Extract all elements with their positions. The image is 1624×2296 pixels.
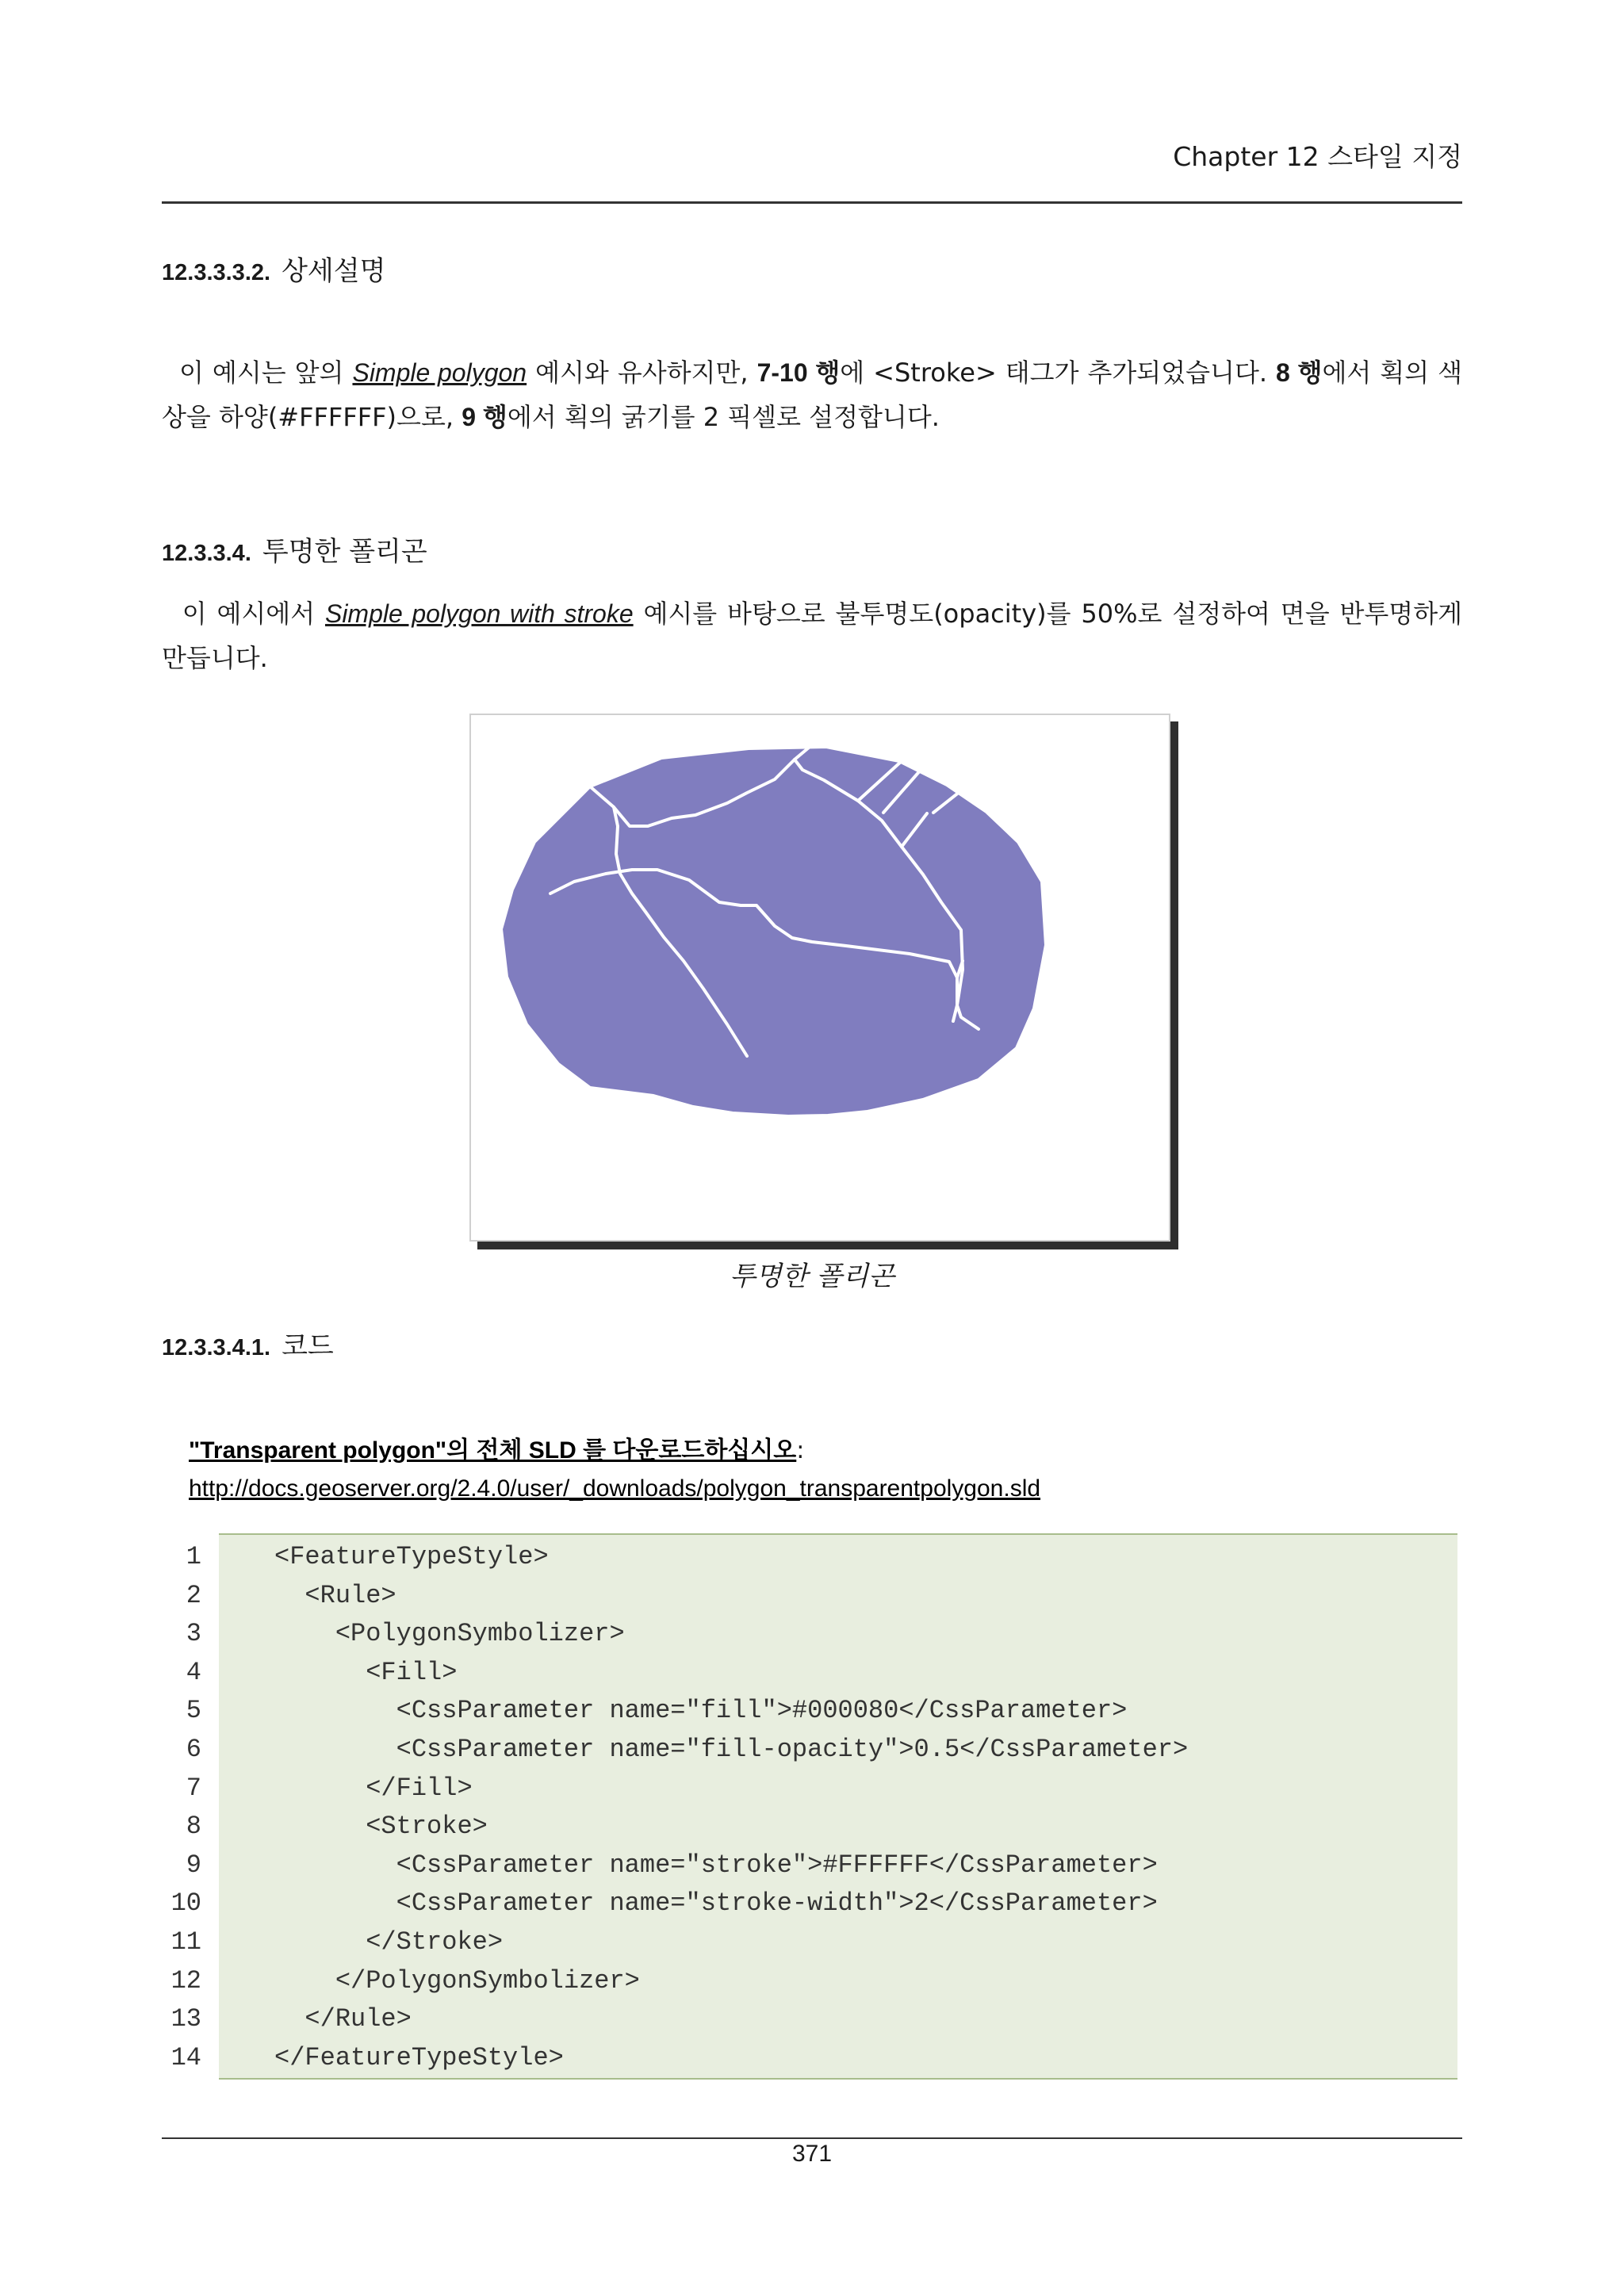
line-number: 7 <box>186 1773 201 1803</box>
page-number: 371 <box>791 2141 833 2167</box>
outer-polygon <box>501 747 1046 1116</box>
line-number: 12 <box>170 1965 201 1996</box>
download-block <box>189 1432 1040 1508</box>
section-heading-transparent <box>162 530 427 568</box>
page-footer-rule <box>162 2137 1462 2139</box>
bold-run: 8 행 <box>1276 358 1323 387</box>
download-link[interactable]: "Transparent polygon"의 전체 SLD 를 다운로드하십시오 <box>189 1437 797 1464</box>
code-text: <FeatureTypeStyle> <box>274 1542 549 1571</box>
simple-polygon-link[interactable]: Simple polygon <box>352 358 527 387</box>
chapter-title: Chapter 12 스타일 지정 <box>1173 141 1462 172</box>
transparent-paragraph <box>162 591 1462 680</box>
code-line <box>162 1731 1462 1770</box>
polygon-map-image <box>471 715 1169 1240</box>
line-number: 6 <box>186 1734 201 1764</box>
text-run: 이 예시는 앞의 <box>179 358 353 388</box>
text-run: 예시와 유사하지만, <box>527 358 757 388</box>
text-run: 에서 획의 굵기를 2 픽셀로 설정합니다. <box>507 402 940 432</box>
code-line <box>162 1846 1462 1885</box>
code-line <box>162 2039 1462 2078</box>
line-number: 5 <box>186 1696 201 1726</box>
code-line <box>162 1615 1462 1654</box>
bold-run: 7-10 행 <box>756 358 841 387</box>
line-number: 10 <box>170 1888 201 1919</box>
download-url-link[interactable]: http://docs.geoserver.org/2.4.0/user/_downloads/polygon_transparentpolygon.sld <box>189 1475 1041 1502</box>
simple-polygon-with-stroke-link[interactable]: Simple polygon with stroke <box>324 599 634 628</box>
line-number: 3 <box>186 1619 201 1649</box>
code-text: </Fill> <box>274 1773 473 1803</box>
line-number: 8 <box>186 1812 201 1842</box>
code-text: <CssParameter name="fill">#000080</CssParameter> <box>274 1696 1128 1726</box>
code-line <box>162 1962 1462 2001</box>
code-line <box>162 1770 1462 1808</box>
line-number: 14 <box>170 2042 201 2072</box>
code-line <box>162 1538 1462 1577</box>
detail-paragraph <box>162 350 1462 439</box>
section-number: 12.3.3.4.1. <box>162 1335 271 1360</box>
code-text: </Stroke> <box>274 1927 504 1957</box>
line-number: 11 <box>170 1927 201 1957</box>
line-number: 9 <box>186 1850 201 1880</box>
line-number: 2 <box>186 1580 201 1610</box>
code-text: </PolygonSymbolizer> <box>274 1965 640 1996</box>
code-line <box>162 1577 1462 1616</box>
line-number: 1 <box>186 1542 201 1571</box>
code-text: <Fill> <box>274 1657 458 1687</box>
code-line <box>162 2000 1462 2039</box>
code-text: <CssParameter name="fill-opacity">0.5</CssParameter> <box>274 1734 1189 1764</box>
line-number: 4 <box>186 1657 201 1687</box>
code-text: <CssParameter name="stroke">#FFFFFF</CssParameter> <box>274 1850 1158 1880</box>
section-heading-detail <box>162 249 385 288</box>
bold-run: 9 행 <box>462 403 508 431</box>
colon: : <box>796 1437 805 1464</box>
code-text: </Rule> <box>274 2004 412 2034</box>
page-header <box>162 127 1462 204</box>
section-number: 12.3.3.3.2. <box>162 260 271 285</box>
transparent-polygon-figure <box>469 714 1170 1242</box>
code-block <box>162 1538 1462 2077</box>
section-title: 상세설명 <box>282 255 386 287</box>
code-text: </FeatureTypeStyle> <box>274 2042 564 2072</box>
text-run: 예시를 바탕으로 불투명도(opacity)를 50%로 설정하여 면을 반투명하게 만듭니다. <box>162 599 1463 673</box>
code-line <box>162 1654 1462 1693</box>
figure-caption: 투명한 폴리곤 <box>730 1261 894 1292</box>
code-line <box>162 1885 1462 1923</box>
code-line <box>162 1808 1462 1846</box>
code-line <box>162 1923 1462 1962</box>
code-text: <PolygonSymbolizer> <box>274 1619 625 1649</box>
text-run: 에 <Stroke> 태그가 추가되었습니다. <box>840 358 1277 388</box>
code-line <box>162 1692 1462 1731</box>
code-text: <CssParameter name="stroke-width">2</CssParameter> <box>274 1888 1158 1919</box>
code-text: <Stroke> <box>274 1812 488 1842</box>
section-number: 12.3.3.4. <box>162 541 251 566</box>
section-heading-code <box>162 1324 334 1363</box>
text-run: 이 예시에서 <box>182 599 325 629</box>
section-title: 코드 <box>282 1330 334 1362</box>
text-run: 에서 획의 색상을 하양(#FFFFFF)으로, <box>162 358 1463 432</box>
line-number: 13 <box>170 2004 201 2034</box>
section-title: 투명한 폴리곤 <box>262 536 427 568</box>
code-text: <Rule> <box>274 1580 396 1610</box>
